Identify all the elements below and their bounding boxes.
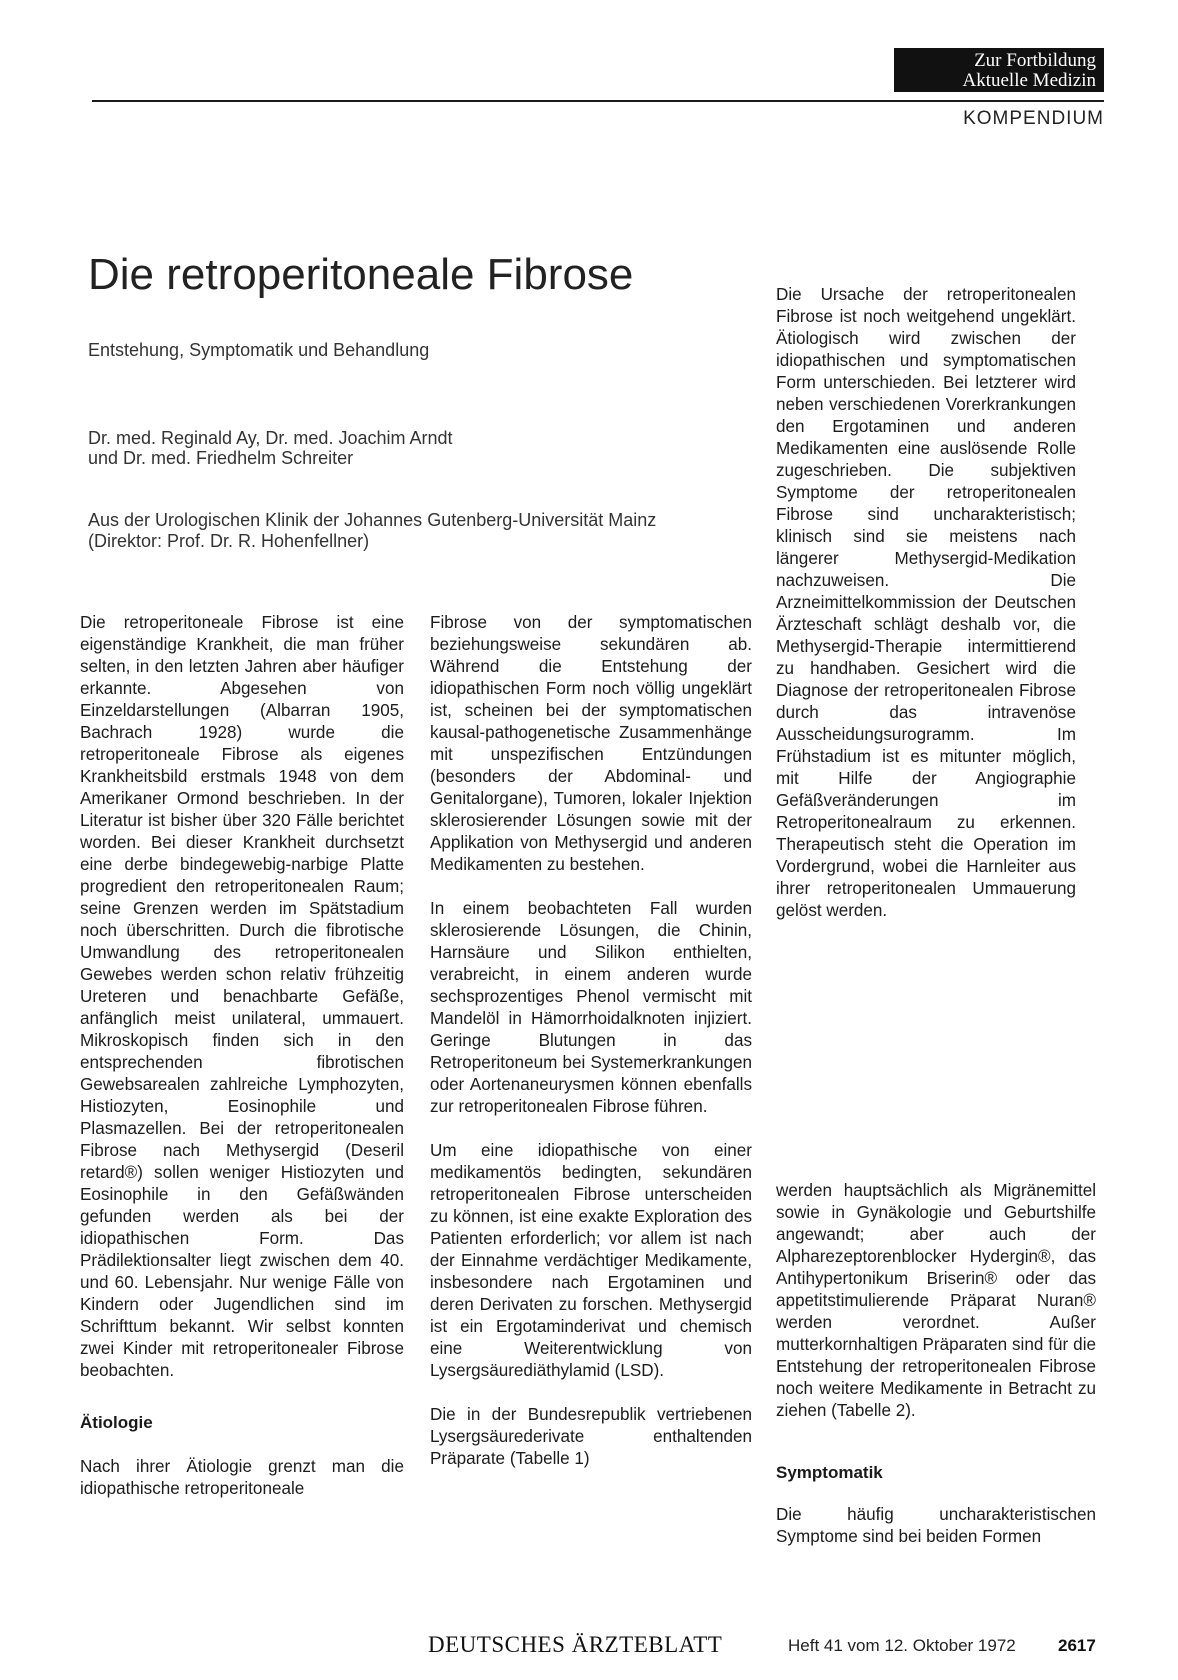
- footer-journal: DEUTSCHES ÄRZTEBLATT: [428, 1632, 723, 1657]
- text-column-1: [80, 612, 404, 1500]
- affiliation-line-2: (Direktor: Prof. Dr. R. Hohenfellner): [88, 531, 370, 551]
- section-heading-symptomatik: Symptomatik: [776, 1463, 883, 1482]
- section-heading-aetiologie: Ätiologie: [80, 1413, 153, 1432]
- article-subtitle: Entstehung, Symptomatik und Behandlung: [88, 340, 430, 360]
- text-column-3: [776, 1180, 1096, 1548]
- footer-issue: Heft 41 vom 12. Oktober 1972: [788, 1636, 1016, 1655]
- badge-line-1: Zur Fortbildung: [974, 50, 1096, 71]
- paragraph: Die häufig uncharakteristischen Symptome sind bei beiden Formen: [776, 1505, 1096, 1546]
- paragraph: Die in der Bundesrepublik vertriebenen Lysergsäurederivate enthaltenden Präparate (Tabelle 1): [430, 1405, 752, 1468]
- section-badge: [894, 48, 1104, 92]
- header-rule: [92, 100, 1104, 102]
- text-column-2: [430, 612, 752, 1470]
- summary-paragraph: Die Ursache der retroperitonealen Fibrose ist noch weitgehend ungeklärt. Ätiologisch wird zwischen der idiopathischen und symptomatischen Form unterschieden. Bei letzterer wird neben verschiedenen Vorerkrankungen den Ergotaminen und anderen Medikamenten eine auslösende Rolle zugeschrieben. Die subjektiven Symptome der retroperitonealen Fibrose sind uncharakteristisch; klinisch sind sie meistens nach längerer Methysergid-Medikation nachzuweisen. Die Arzneimittelkommission der Deutschen Ärzteschaft schlägt deshalb vor, die Methysergid-Therapie intermittierend zu handhaben. Gesichert wird die Diagnose der retroperitonealen Fibrose durch das intravenöse Ausscheidungsurogramm. Im Frühstadium ist es mitunter möglich, mit Hilfe der Angiographie Gefäßveränderungen im Retroperitonealraum zu erkennen. Therapeutisch steht die Operation im Vordergrund, wobei die Harnleiter aus ihrer retroperitonealen Ummauerung gelöst werden.: [776, 285, 1076, 920]
- paragraph: Fibrose von der symptomatischen beziehungsweise sekundären ab. Während die Entstehung der idiopathischen Form noch völlig ungeklärt ist, scheinen bei der symptomatischen kausal-pathogenetische Zusammenhänge mit unspezifischen Entzündungen (besonders der Abdominal- und Genitalorgane), Tumoren, lokaler Injektion sklerosierender Lösungen sowie mit der Applikation von Methysergid und anderen Medikamenten zu bestehen.: [430, 613, 752, 874]
- badge-line-2: Aktuelle Medizin: [962, 70, 1096, 91]
- page-number: 2617: [1058, 1636, 1096, 1655]
- paragraph: Um eine idiopathische von einer medikamentös bedingten, sekundären retroperitonealen Fibrose unterscheiden zu können, ist eine exakte Exploration des Patienten erforderlich; vor allem ist nach der Einnahme verdächtiger Medikamente, insbesondere nach Ergotaminen und deren Derivaten zu forschen. Methysergid ist ein Ergotaminderivat und chemisch eine Weiterentwicklung von Lysergsäurediäthylamid (LSD).: [430, 1141, 752, 1380]
- section-label: KOMPENDIUM: [963, 108, 1104, 129]
- affiliation-line-1: Aus der Urologischen Klinik der Johannes Gutenberg-Universität Mainz: [88, 510, 657, 530]
- paragraph: In einem beobachteten Fall wurden sklerosierende Lösungen, die Chinin, Harnsäure und Silikon enthielten, verabreicht, in einem anderen wurde sechsprozentiges Phenol vermischt mit Mandelöl in Hämorrhoidalknoten injiziert. Geringe Blutungen in das Retroperitoneum bei Systemerkrankungen oder Aortenaneurysmen können ebenfalls zur retroperitonealen Fibrose führen.: [430, 899, 752, 1116]
- authors-line-1: Dr. med. Reginald Ay, Dr. med. Joachim Arndt: [88, 428, 453, 448]
- article-title: Die retroperitoneale Fibrose: [88, 250, 634, 299]
- paragraph: Die retroperitoneale Fibrose ist eine eigenständige Krankheit, die man früher selten, in den letzten Jahren aber häufiger erkannte. Abgesehen von Einzeldarstellungen (Albarran 1905, Bachrach 1928) wurde die retroperitoneale Fibrose als eigenes Krankheitsbild erstmals 1948 von dem Amerikaner Ormond beschrieben. In der Literatur ist bisher über 320 Fälle berichtet worden. Bei dieser Krankheit durchsetzt eine derbe bindegewebig-narbige Platte progredient den retroperitonealen Raum; seine Grenzen werden im Spätstadium noch überschritten. Durch die fibrotische Umwandlung des retroperitonealen Gewebes werden schon relativ frühzeitig Ureteren und benachbarte Gefäße, anfänglich meist unilateral, ummauert. Mikroskopisch finden sich in den entsprechenden fibrotischen Gewebsarealen zahlreiche Lymphozyten, Histiozyten, Eosinophile und Plasmazellen. Bei der retroperitonealen Fibrose nach Methysergid (Deseril retard®) sollen weniger Histiozyten und Eosinophile in den Gefäßwänden gefunden werden als bei der idiopathischen Form. Das Prädilektionsalter liegt zwischen dem 40. und 60. Lebensjahr. Nur wenige Fälle von Kindern oder Jugendlichen sind im Schrifttum bekannt. Wir selbst konnten zwei Kinder mit retroperitonealer Fibrose beobachten.: [80, 613, 404, 1380]
- paragraph: Nach ihrer Ätiologie grenzt man die idiopathische retroperitoneale: [80, 1457, 404, 1498]
- authors-line-2: und Dr. med. Friedhelm Schreiter: [88, 448, 354, 468]
- paragraph: werden hauptsächlich als Migränemittel sowie in Gynäkologie und Geburtshilfe angewandt; aber auch der Alpharezeptorenblocker Hydergin®, das Antihypertonikum Briserin® oder das appetitstimulierende Präparat Nuran® werden verordnet. Außer mutterkornhaltigen Präparaten sind für die Entstehung der retroperitonealen Fibrose noch weitere Medikamente in Betracht zu ziehen (Tabelle 2).: [776, 1181, 1096, 1420]
- summary-column: [776, 284, 1076, 922]
